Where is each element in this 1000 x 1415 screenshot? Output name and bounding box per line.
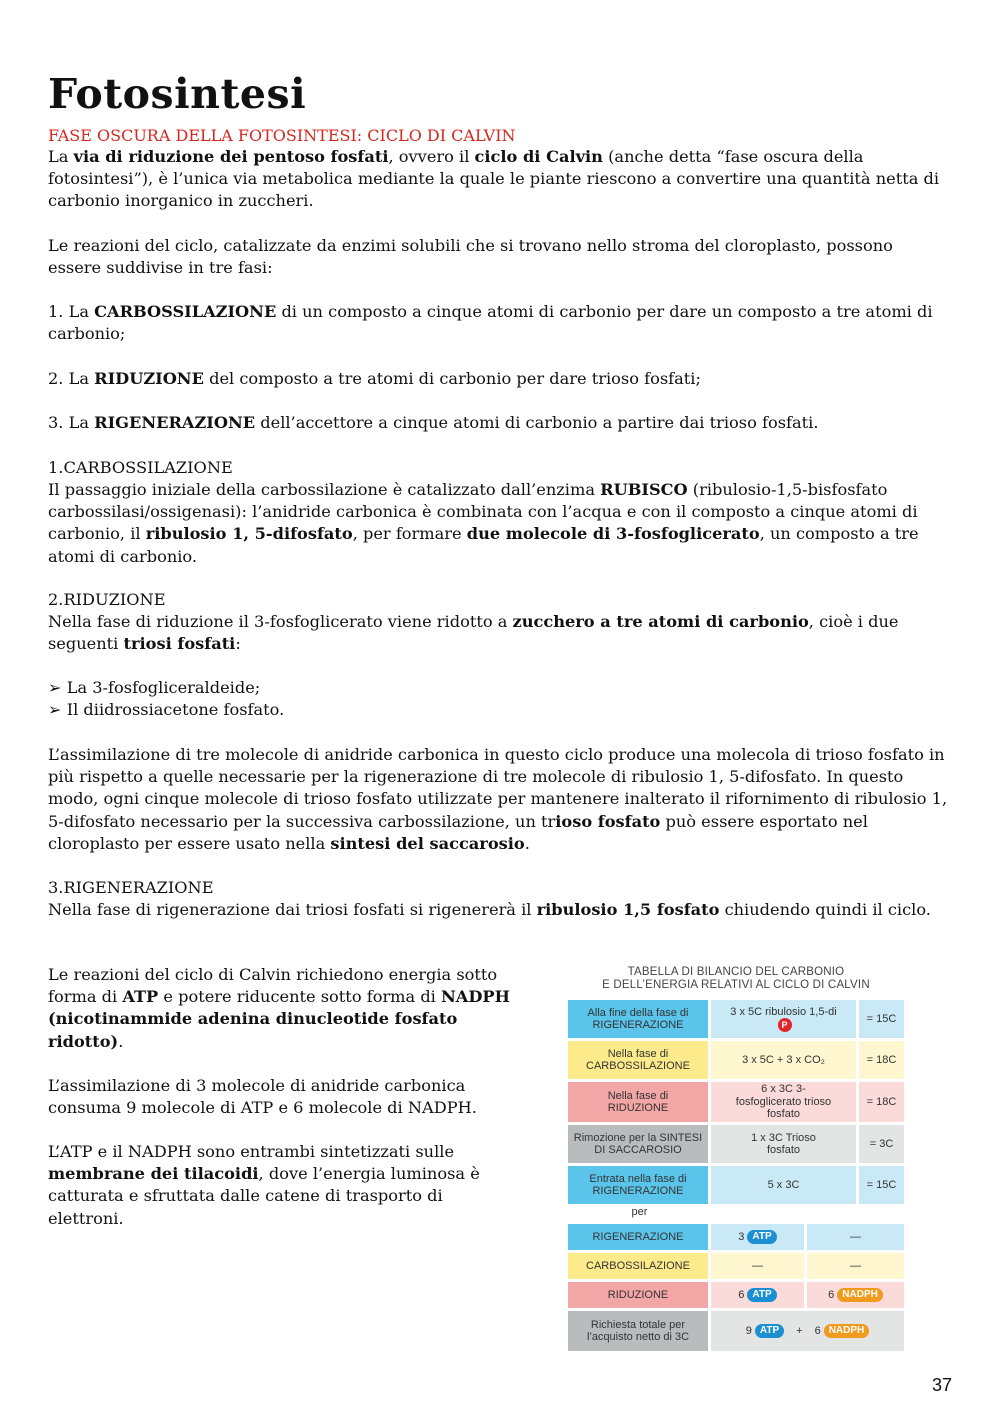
phosphate-icon: P bbox=[778, 1018, 792, 1032]
row-value: 1 x 3C Trioso fosfato bbox=[711, 1125, 859, 1163]
nadph-cell: — bbox=[807, 1253, 904, 1279]
nadph-cell: 6 NADPH bbox=[807, 1282, 904, 1308]
row-result: = 18C bbox=[859, 1082, 904, 1122]
phase-item-2: 2. La RIDUZIONE del composto a tre atomi di carbonio per dare trioso fosfati; bbox=[48, 369, 701, 388]
per-label: per bbox=[631, 1206, 648, 1218]
row-result: = 15C bbox=[859, 1166, 904, 1204]
phase-item-1: 1. La CARBOSSILAZIONE di un composto a cinque atomi di carbonio per dare un composto a tre atomi di carbonio; bbox=[48, 302, 933, 344]
atp-badge: ATP bbox=[747, 1288, 776, 1303]
page-number: 37 bbox=[931, 1375, 952, 1395]
carb-heading: 1.CARBOSSILAZIONE bbox=[48, 458, 233, 477]
energy-row bbox=[568, 1224, 904, 1250]
rid-list-item-2: ➢ Il diidrossiacetone fosfato. bbox=[48, 700, 285, 719]
energy-paragraph: Le reazioni del ciclo di Calvin richiedono energia sotto forma di ATP e potere riducente sotto forma di NADPH (nicotinammide adenina dinucleotide fosfato ridotto). bbox=[48, 965, 510, 1051]
energy-row-label: Richiesta totale per l’acquisto netto di 3C bbox=[568, 1311, 711, 1351]
phases-intro: Le reazioni del ciclo, catalizzate da enzimi solubili che si trovano nello stroma del cloroplasto, possono essere suddivise in tre fasi: bbox=[48, 236, 893, 278]
nadph-badge: NADPH bbox=[837, 1288, 883, 1303]
row-label: Entrata nella fase di RIGENERAZIONE bbox=[568, 1166, 711, 1204]
intro-paragraph: La via di riduzione dei pentoso fosfati, ovvero il ciclo di Calvin (anche detta “fase oscura della fotosintesi”), è l’unica via metabolica mediante la quale le piante riescono a convertire una quantità netta di carbonio inorganico in zuccheri. bbox=[48, 147, 940, 211]
phase-item-3: 3. La RIGENERAZIONE dell’accettore a cinque atomi di carbonio a partire dai trioso fosfati. bbox=[48, 413, 819, 432]
row-label: Alla fine della fase di RIGENERAZIONE bbox=[568, 1000, 711, 1038]
total-cell: 9 ATP + 6 NADPH bbox=[711, 1311, 904, 1351]
nadph-cell: — bbox=[807, 1224, 904, 1250]
energy-row-label: CARBOSSILAZIONE bbox=[568, 1253, 711, 1279]
atp-badge: ATP bbox=[747, 1230, 776, 1245]
assimilation-paragraph: L’assimilazione di tre molecole di anidride carbonica in questo ciclo produce una molecola di trioso fosfato in più rispetto a quelle necessarie per la rigenerazione di tre molecole di ribulosio 1, 5-difosfato. In questo modo, ogni cinque molecole di trioso fosfato utilizzate per mantenere inalterato il rifornimento di ribulosio 1, 5-difosfato necessario per la successiva carbossilazione, un trioso fosfato può essere esportato nel cloroplasto per essere usato nella sintesi del saccarosio. bbox=[48, 745, 948, 853]
row-value: 3 x 5C + 3 x CO₂ bbox=[711, 1041, 859, 1079]
atp-cell: 6 ATP bbox=[711, 1282, 807, 1308]
row-result: = 3C bbox=[859, 1125, 904, 1163]
row-value: 6 x 3C 3-fosfoglicerato trioso fosfato bbox=[711, 1082, 859, 1122]
row-value: 3 x 5C ribulosio 1,5-diP bbox=[711, 1000, 859, 1038]
energy-row-label: RIDUZIONE bbox=[568, 1282, 711, 1308]
row-result: = 18C bbox=[859, 1041, 904, 1079]
table-row bbox=[568, 1125, 904, 1163]
calvin-balance-table bbox=[568, 966, 904, 1343]
energy-row bbox=[568, 1282, 904, 1308]
atp-badge: ATP bbox=[755, 1324, 784, 1339]
page-title: Fotosintesi bbox=[48, 70, 307, 118]
rid-paragraph: Nella fase di riduzione il 3-fosfoglicerato viene ridotto a zucchero a tre atomi di carbonio, cioè i due seguenti triosi fosfati: bbox=[48, 612, 899, 654]
rid-list-item-1: ➢ La 3-fosfogliceraldeide; bbox=[48, 678, 261, 697]
table-row bbox=[568, 1082, 904, 1122]
table-row bbox=[568, 1166, 904, 1204]
rid-heading: 2.RIDUZIONE bbox=[48, 590, 166, 609]
nadph-badge: NADPH bbox=[824, 1324, 870, 1339]
energy-row-label: RIGENERAZIONE bbox=[568, 1224, 711, 1250]
atp-cell: — bbox=[711, 1253, 807, 1279]
thylakoid-paragraph: L’ATP e il NADPH sono entrambi sintetizzati sulle membrane dei tilacoidi, dove l’energia luminosa è catturata e sfruttata dalle catene di trasporto di elettroni. bbox=[48, 1142, 480, 1228]
row-label: Rimozione per la SINTESI DI SACCAROSIO bbox=[568, 1125, 711, 1163]
energy-row bbox=[568, 1311, 904, 1351]
table-row bbox=[568, 1000, 904, 1038]
carb-paragraph: Il passaggio iniziale della carbossilazione è catalizzato dall’enzima RUBISCO (ribulosio-1,5-bisfosfato carbossilasi/ossigenasi): l’anidride carbonica è combinata con l’acqua e con il composto a cinque atomi di carbonio, il ribulosio 1, 5-difosfato, per formare due molecole di 3-fosfoglicerato, un composto a tre atomi di carbonio. bbox=[48, 480, 919, 566]
table-title: TABELLA DI BILANCIO DEL CARBONIO E DELL’ENERGIA RELATIVI AL CICLO DI CALVIN bbox=[602, 966, 870, 991]
row-result: = 15C bbox=[859, 1000, 904, 1038]
rig-heading: 3.RIGENERAZIONE bbox=[48, 878, 214, 897]
row-label: Nella fase di RIDUZIONE bbox=[568, 1082, 711, 1122]
energy-consumption-paragraph: L’assimilazione di 3 molecole di anidride carbonica consuma 9 molecole di ATP e 6 molecole di NADPH. bbox=[48, 1076, 477, 1118]
rig-paragraph: Nella fase di rigenerazione dai triosi fosfati si rigenererà il ribulosio 1,5 fosfato chiudendo quindi il ciclo. bbox=[48, 900, 931, 919]
energy-row bbox=[568, 1253, 904, 1279]
row-label: Nella fase di CARBOSSILAZIONE bbox=[568, 1041, 711, 1079]
row-value: 5 x 3C bbox=[711, 1166, 859, 1204]
table-row bbox=[568, 1041, 904, 1079]
section-subtitle: FASE OSCURA DELLA FOTOSINTESI: CICLO DI CALVIN bbox=[48, 126, 516, 145]
atp-cell: 3 ATP bbox=[711, 1224, 807, 1250]
